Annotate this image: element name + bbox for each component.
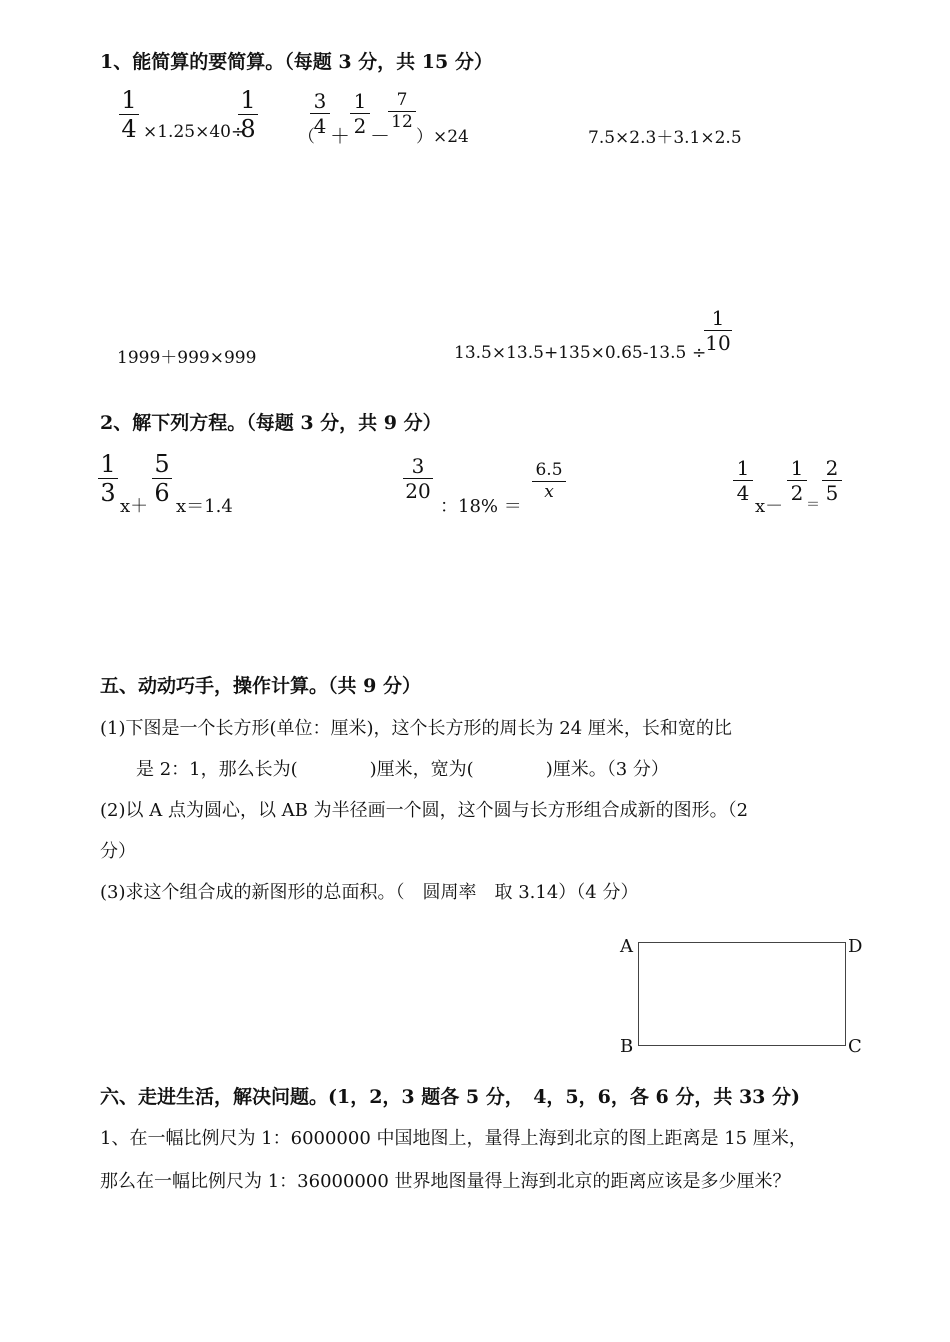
expression-text: ÷ bbox=[692, 343, 707, 363]
fraction: 7 12 bbox=[388, 92, 416, 131]
expression-text: 1999＋999×999 bbox=[117, 348, 257, 368]
section5-heading: 五、动动巧手，操作计算。（共 9 分） bbox=[100, 675, 421, 697]
expression-text: － bbox=[370, 124, 390, 148]
fraction: 3 4 bbox=[310, 91, 330, 136]
question-text: 1、在一幅比例尺为 1：6000000 中国地图上，量得上海到北京的图上距离是 15 厘米， bbox=[100, 1128, 807, 1149]
question-text: 那么在一幅比例尺为 1：36000000 世界地图量得上海到北京的距离应该是多少厘米？ bbox=[100, 1171, 791, 1192]
section1-heading: 1、能简算的要简算。（每题 3 分，共 15 分） bbox=[100, 51, 493, 73]
fraction: 6.5 x bbox=[532, 462, 566, 501]
label-c: C bbox=[848, 1036, 862, 1057]
equation-text: ＝ bbox=[806, 497, 820, 513]
label-d: D bbox=[848, 936, 863, 957]
expression-text: 7.5×2.3＋3.1×2.5 bbox=[588, 128, 742, 148]
section6-heading: 六、走进生活，解决问题。(1，2，3 题各 5 分， 4，5，6，各 6 分，共 33 分) bbox=[100, 1086, 800, 1108]
fraction: 2 5 bbox=[822, 458, 842, 503]
question-text: (2)以 A 点为圆心，以 AB 为半径画一个圆，这个圆与长方形组合成新的图形。（2 bbox=[100, 800, 749, 821]
equation-text: ：18% ＝ bbox=[440, 496, 522, 517]
equation-text: x＝1.4 bbox=[176, 496, 233, 517]
fraction: 5 6 bbox=[152, 452, 172, 505]
fraction: 1 4 bbox=[733, 458, 753, 503]
fraction: 1 4 bbox=[119, 88, 139, 141]
expression-text: （ bbox=[298, 127, 315, 147]
label-b: B bbox=[620, 1036, 634, 1057]
fraction: 1 3 bbox=[98, 452, 118, 505]
fraction: 1 8 bbox=[238, 88, 258, 141]
fraction: 1 10 bbox=[705, 306, 731, 355]
fraction: 1 2 bbox=[350, 91, 370, 136]
question-text: 分） bbox=[100, 841, 136, 862]
question-text: 是 2：1，那么长为( )厘米，宽为( )厘米。（3 分） bbox=[136, 759, 669, 780]
label-a: A bbox=[620, 936, 633, 957]
expression-text: ＋ bbox=[330, 124, 350, 148]
expression-text: 13.5×13.5+135×0.65-13.5 bbox=[454, 343, 687, 363]
expression-text: ）×24 bbox=[416, 127, 469, 147]
expression-text: ×1.25×40÷ bbox=[143, 122, 246, 142]
fraction: 1 2 bbox=[787, 458, 807, 503]
question-text: (1)下图是一个长方形(单位：厘米)，这个长方形的周长为 24 厘米，长和宽的比 bbox=[100, 718, 732, 739]
fraction: 3 20 bbox=[403, 456, 433, 501]
question-text: (3)求这个组合成的新图形的总面积。（ 圆周率 取 3.14）（4 分） bbox=[100, 882, 639, 903]
rectangle-figure bbox=[638, 942, 846, 1046]
equation-text: x－ bbox=[755, 496, 784, 517]
equation-text: x＋ bbox=[120, 496, 149, 517]
section2-heading: 2、解下列方程。（每题 3 分，共 9 分） bbox=[100, 412, 442, 434]
